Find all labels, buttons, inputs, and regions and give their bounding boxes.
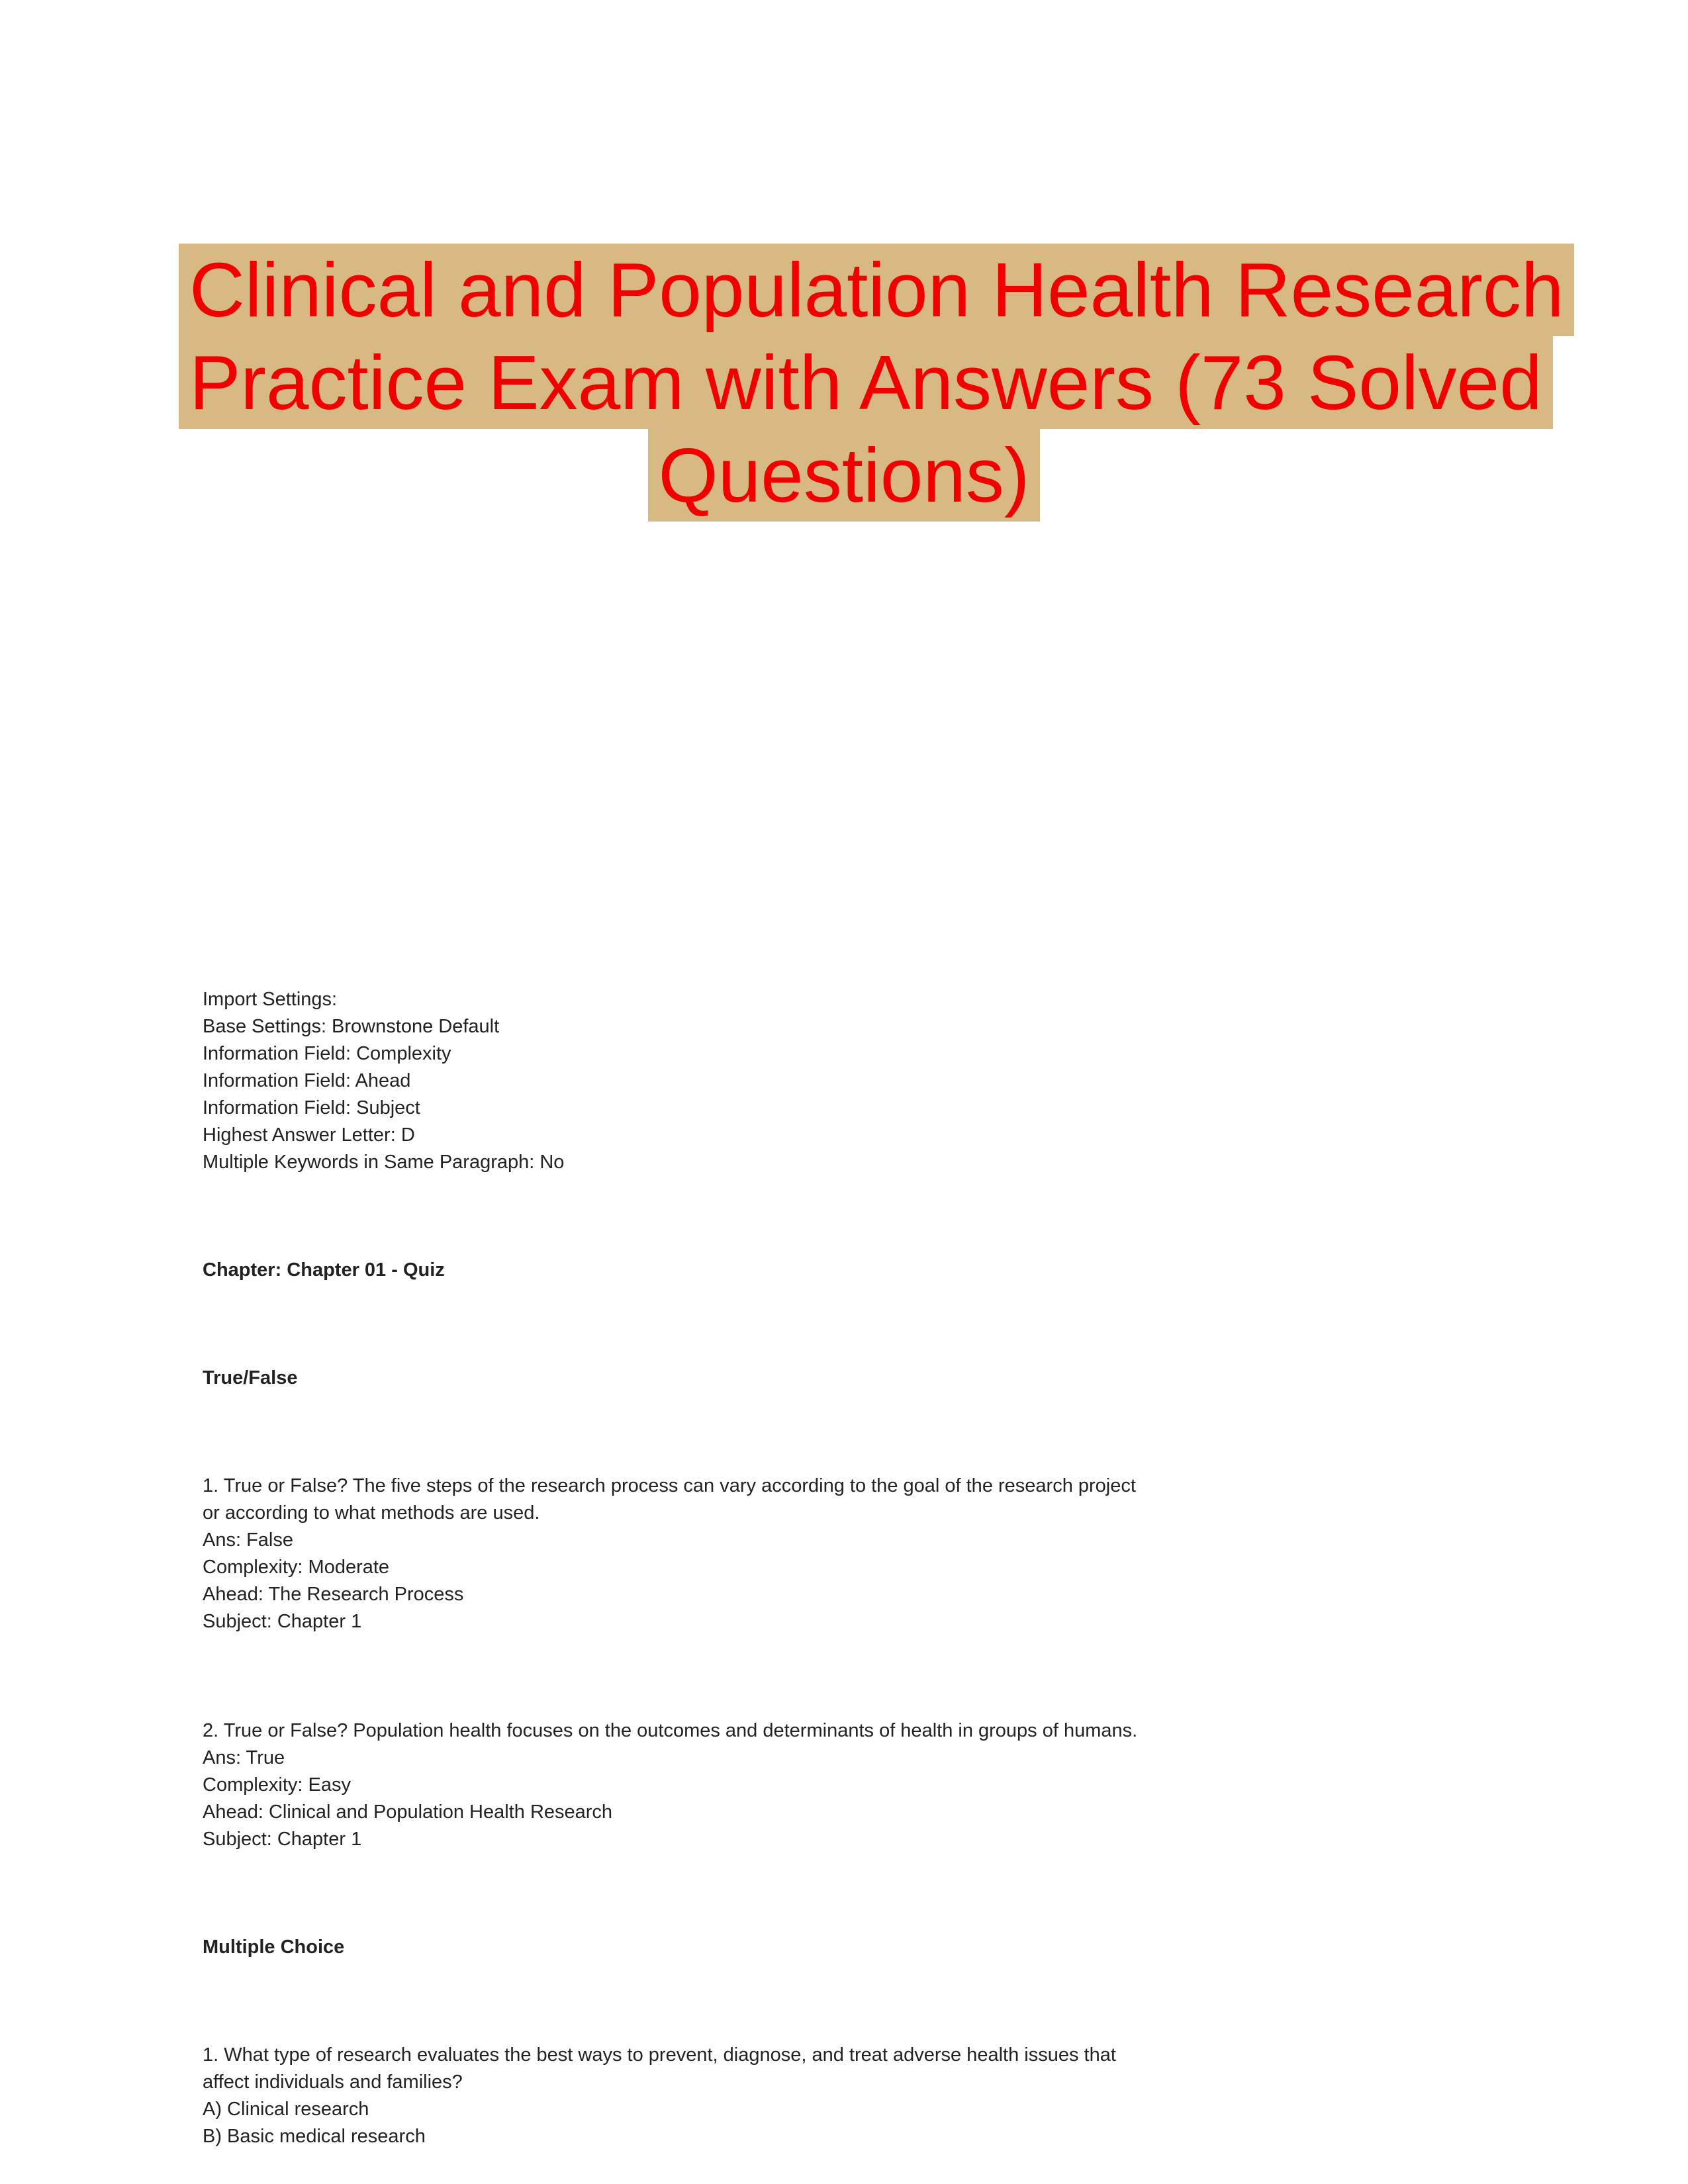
- question-text: 2. True or False? Population health focuses on the outcomes and determinants of health in groups of humans.: [203, 1720, 1138, 1741]
- chapter-heading: Chapter: Chapter 01 - Quiz: [203, 1259, 445, 1281]
- info-field-subject-line: Information Field: Subject: [203, 1097, 420, 1118]
- question-text: 1. True or False? The five steps of the research process can vary according to the goal of the research project or according to what methods are used.: [203, 1475, 1136, 1524]
- tf-question-2: [203, 1717, 1196, 1853]
- highest-answer-letter-line: Highest Answer Letter: D: [203, 1124, 415, 1146]
- answer-line: Ans: False: [203, 1529, 293, 1551]
- title-line-3: Questions): [648, 429, 1041, 522]
- multiple-choice-heading: Multiple Choice: [203, 1936, 345, 1958]
- ahead-line: Ahead: Clinical and Population Health Research: [203, 1801, 613, 1823]
- document-body: [203, 986, 1196, 2150]
- subject-line: Subject: Chapter 1: [203, 1611, 362, 1632]
- info-field-ahead-line: Information Field: Ahead: [203, 1070, 411, 1091]
- option-a: A) Clinical research: [203, 2099, 369, 2120]
- answer-line: Ans: True: [203, 1747, 285, 1768]
- option-b: B) Basic medical research: [203, 2126, 426, 2147]
- document-title: [179, 244, 1564, 522]
- title-line-1: Clinical and Population Health Research: [179, 244, 1574, 336]
- import-settings: [203, 986, 1196, 1176]
- multiple-keywords-line: Multiple Keywords in Same Paragraph: No: [203, 1152, 565, 1173]
- base-settings-line: Base Settings: Brownstone Default: [203, 1016, 500, 1037]
- title-line-2: Practice Exam with Answers (73 Solved: [179, 336, 1553, 429]
- mc-question-1: [203, 2042, 1196, 2150]
- true-false-heading: True/False: [203, 1367, 298, 1388]
- subject-line: Subject: Chapter 1: [203, 1829, 362, 1850]
- info-field-complexity-line: Information Field: Complexity: [203, 1043, 451, 1064]
- tf-question-1: [203, 1473, 1196, 1635]
- complexity-line: Complexity: Easy: [203, 1774, 352, 1796]
- question-text: 1. What type of research evaluates the best ways to prevent, diagnose, and treat adverse health issues that affect individuals and families?: [203, 2044, 1116, 2093]
- import-settings-heading: Import Settings:: [203, 989, 338, 1010]
- ahead-line: Ahead: The Research Process: [203, 1584, 464, 1605]
- complexity-line: Complexity: Moderate: [203, 1557, 390, 1578]
